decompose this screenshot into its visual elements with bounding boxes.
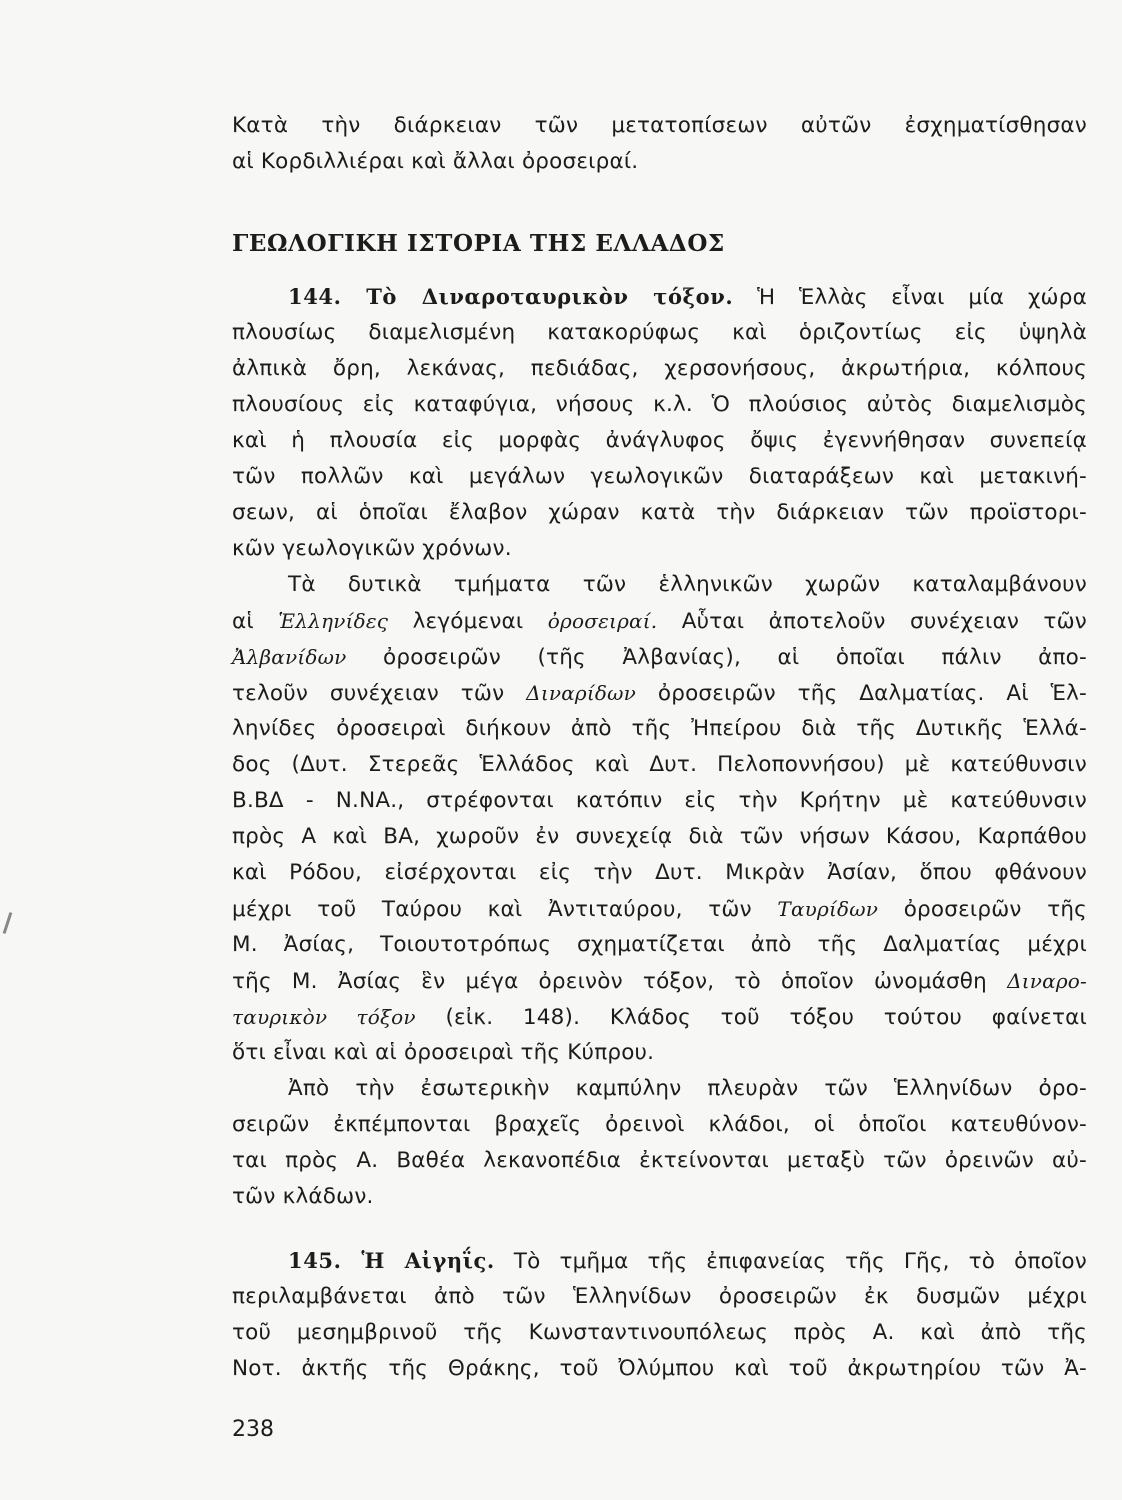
- p2-line: Τὰ δυτικὰ τμήματα τῶν ἑλληνικῶν χωρῶν καταλαμβάνουν: [288, 572, 1087, 597]
- text: ὀροσειρῶν τῆς: [878, 897, 1087, 922]
- p2-line: ληνίδες ὀροσειραὶ διήκουν ἀπὸ τῆς Ἠπείρου διὰ τῆς Δυτικῆς Ἑλλά-: [232, 716, 1087, 741]
- p2-line: [232, 639, 1087, 675]
- p3-line: ται πρὸς Α. Βαθέα λεκανοπέδια ἐκτείνονται μεταξὺ τῶν ὀρεινῶν αὐ-: [232, 1148, 1087, 1173]
- p2-line: καὶ Ρόδου, εἰσέρχονται εἰς τὴν Δυτ. Μικρὰν Ἀσίαν, ὅπου φθάνουν: [232, 860, 1087, 885]
- s144-line: κῶν γεωλογικῶν χρόνων.: [232, 536, 512, 561]
- p2-line: [232, 675, 1087, 711]
- text: τῆς Μ. Ἀσίας ἓν μέγα ὀρεινὸν τόξον, τὸ ὁποῖον ὠνομάσθη: [232, 969, 1008, 994]
- italic-term: ὀροσειραί.: [547, 609, 658, 633]
- italic-term: Ἑλληνίδες: [278, 609, 389, 633]
- s145-line: τοῦ μεσημβρινοῦ τῆς Κωνσταντινουπόλεως πρὸς Α. καὶ ἀπὸ τῆς: [232, 1320, 1087, 1345]
- s144-line: τῶν πολλῶν καὶ μεγάλων γεωλογικῶν διαταράξεων καὶ μετακινή-: [232, 464, 1087, 489]
- text: Αὗται ἀποτελοῦν συνέχειαν τῶν: [657, 609, 1087, 634]
- text: μέχρι τοῦ Ταύρου καὶ Ἀντιταύρου, τῶν: [232, 897, 778, 922]
- p2-line: [232, 891, 1087, 927]
- p2-line: πρὸς Α καὶ ΒΑ, χωροῦν ἐν συνεχείᾳ διὰ τῶν νήσων Κάσου, Καρπάθου: [232, 824, 1087, 849]
- s145-line: Νοτ. ἀκτῆς τῆς Θράκης, τοῦ Ὀλύμπου καὶ τοῦ ἀκρωτηρίου τῶν Ἀ-: [232, 1356, 1087, 1381]
- margin-mark: [3, 912, 13, 934]
- p2-line: ὅτι εἶναι καὶ αἱ ὀροσειραὶ τῆς Κύπρου.: [232, 1040, 655, 1065]
- p3-line: Ἀπὸ τὴν ἐσωτερικὴν καμπύλην πλευρὰν τῶν Ἑλληνίδων ὀρο-: [288, 1076, 1087, 1101]
- p2-line: δος (Δυτ. Στερεᾶς Ἑλλάδος καὶ Δυτ. Πελοποννήσου) μὲ κατεύθυνσιν: [232, 752, 1087, 777]
- p3-line: σειρῶν ἐκπέμπονται βραχεῖς ὀρεινοὶ κλάδοι, οἱ ὁποῖοι κατευθύνον-: [232, 1112, 1087, 1137]
- italic-term: ταυρικὸν τόξον: [232, 1005, 416, 1029]
- s145-label: 145. Ἡ Αἰγηΐς.: [288, 1248, 495, 1273]
- p3-line: τῶν κλάδων.: [232, 1184, 374, 1209]
- s145-first-rest: Τὸ τμῆμα τῆς ἐπιφανείας τῆς Γῆς, τὸ ὁποῖον: [494, 1249, 1087, 1274]
- italic-term: Ἀλβανίδων: [232, 645, 347, 669]
- s144-first-line: [232, 279, 1087, 315]
- italic-term: Διναρίδων: [526, 681, 637, 705]
- p2-line: [232, 999, 1087, 1035]
- text: λεγόμεναι: [388, 609, 548, 634]
- p2-line: Μ. Ἀσίας, Τοιουτοτρόπως σχηματίζεται ἀπὸ τῆς Δαλματίας μέχρι: [232, 932, 1087, 957]
- text: ὀροσειρῶν (τῆς Ἀλβανίας), αἱ ὁποῖαι πάλιν ἀπο-: [346, 645, 1087, 670]
- text: ὀροσειρῶν τῆς Δαλματίας. Αἱ Ἑλ-: [636, 681, 1088, 706]
- s144-line: καὶ ἡ πλουσία εἰς μορφὰς ἀνάγλυφος ὄψις ἐγεννήθησαν συνεπείᾳ: [232, 428, 1087, 453]
- intro-line-2: αἱ Κορδιλλιέραι καὶ ἄλλαι ὀροσειραί.: [232, 149, 639, 174]
- s145-first-line: [232, 1243, 1087, 1279]
- intro-line-1: Κατὰ τὴν διάρκειαν τῶν μετατοπίσεων αὐτῶν ἐσχηματίσθησαν: [232, 113, 1087, 138]
- page-number: 238: [232, 1417, 274, 1442]
- s144-line: ἀλπικὰ ὄρη, λεκάνας, πεδιάδας, χερσονήσους, ἀκρωτήρια, κόλπους: [232, 356, 1087, 381]
- s144-label: 144. Τὸ Διναροταυρικὸν τόξον.: [288, 284, 734, 309]
- p2-line: Β.ΒΔ - Ν.ΝΑ., στρέφονται κατόπιν εἰς τὴν Κρήτην μὲ κατεύθυνσιν: [232, 788, 1087, 813]
- p2-line: [232, 603, 1087, 639]
- s144-line: πλουσίους εἰς καταφύγια, νήσους κ.λ. Ὁ πλούσιος αὐτὸς διαμελισμὸς: [232, 392, 1087, 417]
- text: αἱ: [232, 609, 279, 634]
- s144-first-rest: Ἡ Ἑλλὰς εἶναι μία χώρα: [757, 285, 1087, 310]
- p2-line: [232, 963, 1087, 999]
- s144-line: πλουσίως διαμελισμένη κατακορύφως καὶ ὁριζοντίως εἰς ὑψηλὰ: [232, 320, 1087, 345]
- text: τελοῦν συνέχειαν τῶν: [232, 681, 527, 706]
- text: (εἰκ. 148). Κλάδος τοῦ τόξου τούτου φαίνεται: [415, 1005, 1087, 1030]
- page-body: [232, 108, 1087, 1387]
- section-heading: ΓΕΩΛΟΓΙΚΗ ΙΣΤΟΡΙΑ ΤΗΣ ΕΛΛΑΔΟΣ: [232, 230, 725, 257]
- s145-line: περιλαμβάνεται ἀπὸ τῶν Ἑλληνίδων ὀροσειρῶν ἐκ δυσμῶν μέχρι: [232, 1284, 1087, 1309]
- s144-line: σεων, αἱ ὁποῖαι ἔλαβον χώραν κατὰ τὴν διάρκειαν τῶν προϊστορι-: [232, 500, 1087, 525]
- italic-term: Ταυρίδων: [777, 897, 879, 921]
- italic-term: Διναρο-: [1007, 969, 1087, 993]
